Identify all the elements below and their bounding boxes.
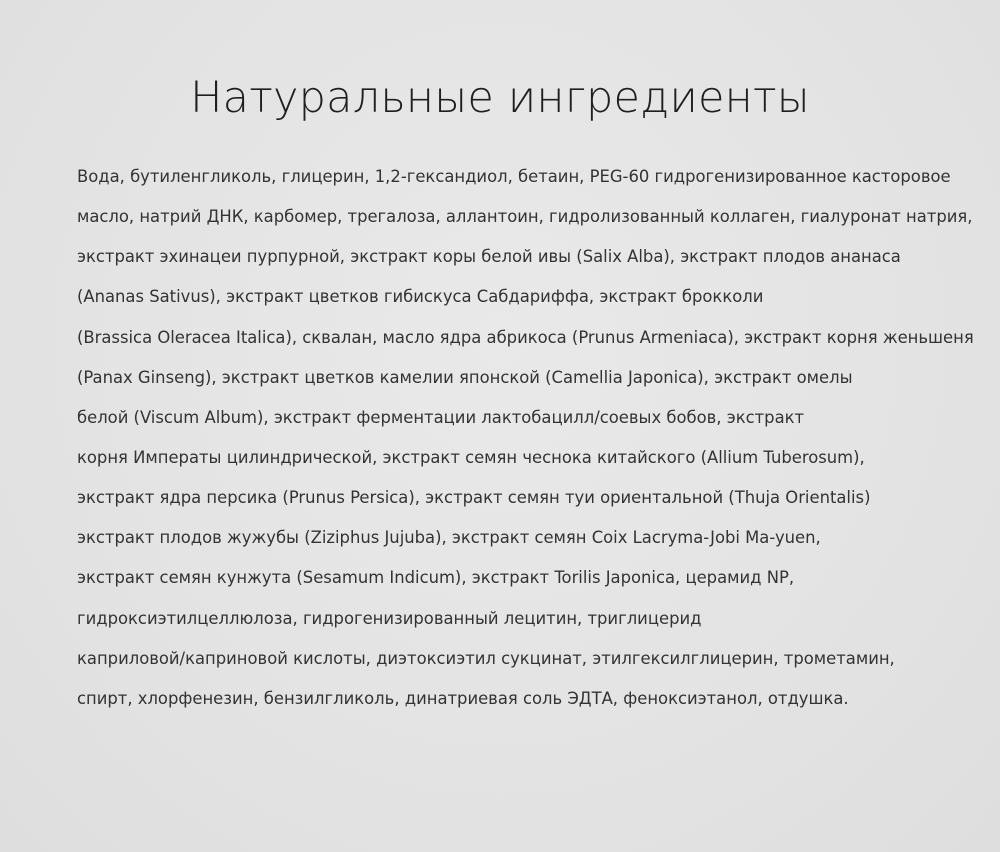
ingredients-line: масло, натрий ДНК, карбомер, трегалоза, аллантоин, гидролизованный коллаген, гиалуронат натрия, xyxy=(77,207,973,227)
ingredients-line: корня Императы цилиндрической, экстракт семян чеснока китайского (Allium Tuberosum), xyxy=(77,447,865,467)
ingredients-line: экстракт ядра персика (Prunus Persica), экстракт семян туи ориентальной (Thuja Orientalis) xyxy=(77,488,871,508)
ingredients-line: (Panax Ginseng), экстракт цветков камелии японской (Camellia Japonica), экстракт омелы xyxy=(77,367,853,387)
ingredients-text xyxy=(77,157,997,719)
ingredients-line: (Brassica Oleracea Italica), сквалан, масло ядра абрикоса (Prunus Armeniaca), экстракт корня женьшеня xyxy=(77,327,974,347)
ingredients-line: Вода, бутиленгликоль, глицерин, 1,2-гександиол, бетаин, PEG-60 гидрогенизированное касторовое xyxy=(77,167,951,186)
ingredients-line: (Ananas Sativus), экстракт цветков гибискуса Сабдариффа, экстракт брокколи xyxy=(77,287,764,307)
ingredients-line: экстракт плодов жужубы (Ziziphus Jujuba), экстракт семян Coix Lacryma-Jobi Ma-yuen, xyxy=(77,528,821,548)
ingredients-line: белой (Viscum Album), экстракт ферментации лактобацилл/соевых бобов, экстракт xyxy=(77,407,805,427)
ingredients-line: экстракт эхинацеи пурпурной, экстракт коры белой ивы (Salix Alba), экстракт плодов ананаса xyxy=(77,247,901,267)
page-title: Натуральные ингредиенты xyxy=(190,73,810,123)
ingredients-line: экстракт семян кунжута (Sesamum Indicum), экстракт Torilis Japonica, церамид NP, xyxy=(77,568,795,588)
ingredients-line: каприловой/каприновой кислоты, диэтоксиэтил сукцинат, этилгексилглицерин, трометамин, xyxy=(77,648,895,668)
ingredients-line: гидроксиэтилцеллюлоза, гидрогенизированный лецитин, триглицерид xyxy=(77,608,702,628)
ingredients-line: спирт, хлорфенезин, бензилгликоль, динатриевая соль ЭДТА, феноксиэтанол, отдушка. xyxy=(77,688,849,708)
